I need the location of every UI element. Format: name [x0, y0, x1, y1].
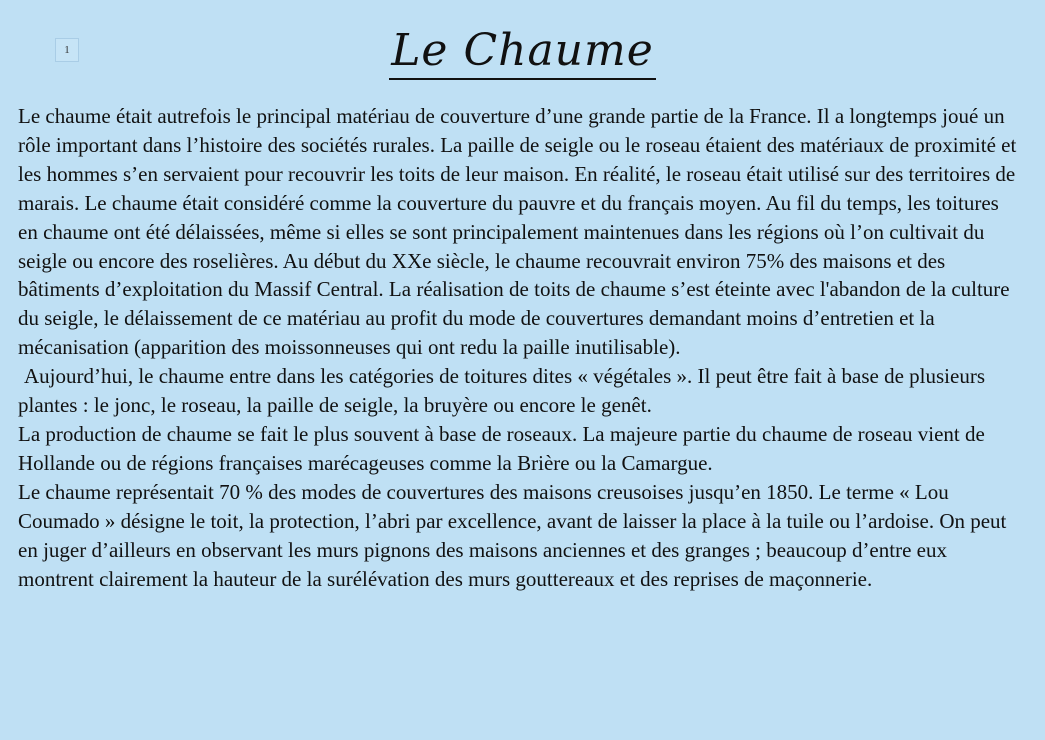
paragraph-creuse: Le chaume représentait 70 % des modes de couvertures des maisons creusoises jusqu’en 1850. Le terme « Lou Coumado » désigne le toit, la protection, l’abri par excellence, avant de laisser la place à la tuile ou l’ardoise. On peut en juger d’ailleurs en observant les murs pignons des maisons anciennes et des granges ; beaucoup d’entre eux montrent clairement la hauteur de la surélévation des murs gouttereaux et des reprises de maçonnerie.: [18, 479, 1007, 591]
article-body: [18, 102, 1018, 593]
paragraph-today: Aujourd’hui, le chaume entre dans les catégories de toitures dites « végétales ». Il peut être fait à base de plusieurs plantes : le jonc, le roseau, la paille de seigle, la bruyère ou encore le genêt.: [18, 364, 985, 418]
paragraph-production: La production de chaume se fait le plus souvent à base de roseaux. La majeure partie du chaume de roseau vient de Hollande ou de régions françaises marécageuses comme la Brière ou la Camargue.: [18, 421, 985, 475]
paragraph-history: Le chaume était autrefois le principal matériau de couverture d’une grande partie de la France. Il a longtemps joué un rôle important dans l’histoire des sociétés rurales. La paille de seigle ou le roseau étaient des matériaux de proximité et les hommes s’en servaient pour recouvrir les toits de leur maison. En réalité, le roseau était utilisé sur des territoires de marais. Le chaume était considéré comme la couverture du pauvre et du français moyen. Au fil du temps, les toitures en chaume ont été délaissées, même si elles se sont principalement maintenues dans les régions où l’on cultivait du seigle ou encore des roselières. Au début du XXe siècle, le chaume recouvrait environ 75% des maisons et des bâtiments d’exploitation du Massif Central. La réalisation de toits de chaume s’est éteinte avec l'abandon de la culture du seigle, le délaissement de ce matériau au profit du mode de couvertures demandant moins d’entretien et la mécanisation (apparition des moissonneuses qui ont redu la paille inutilisable).: [18, 104, 1017, 360]
page-title: [0, 22, 1045, 80]
page-title-text: Le Chaume: [389, 24, 656, 80]
page-number: 1: [55, 38, 79, 62]
